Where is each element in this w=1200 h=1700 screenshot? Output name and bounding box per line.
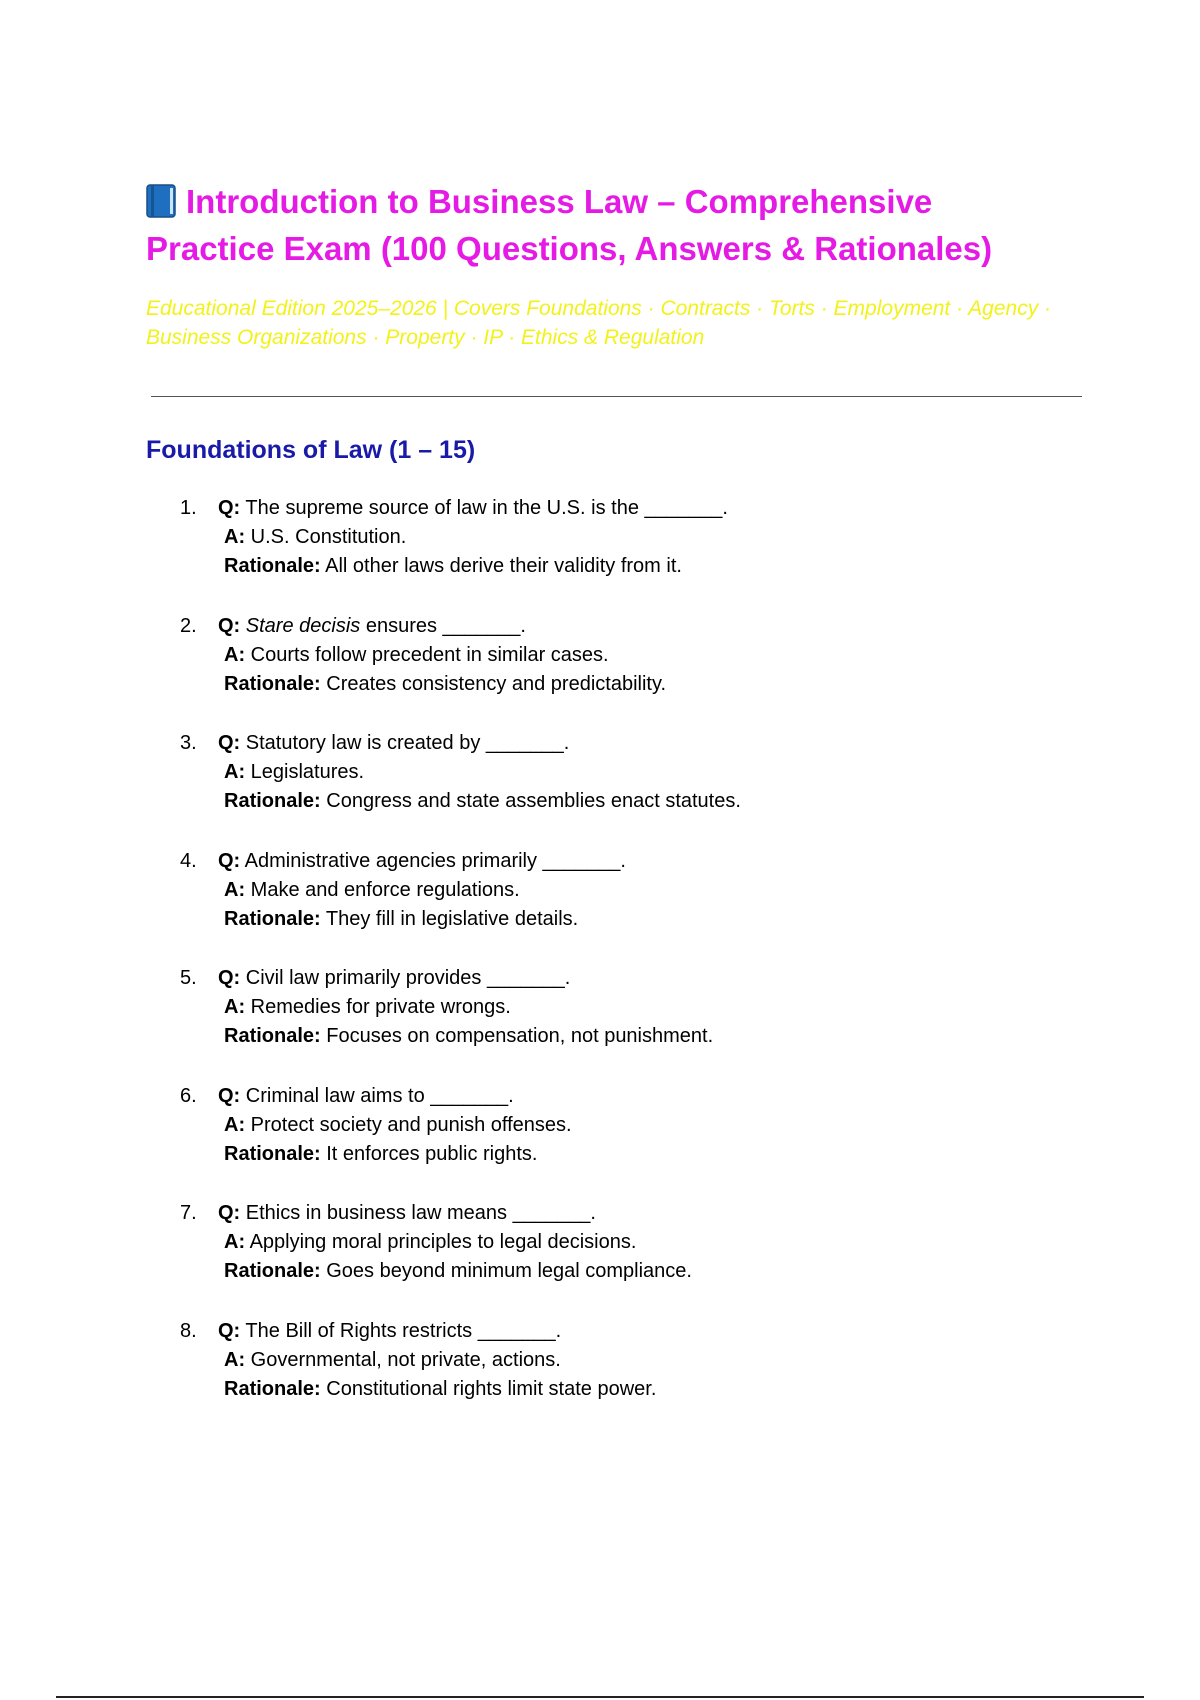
rationale-label: Rationale:	[224, 1025, 321, 1047]
rationale-line	[224, 787, 741, 816]
answer-line	[224, 641, 609, 670]
question-line	[218, 1082, 514, 1111]
question-text-end: ensures _______.	[360, 614, 526, 637]
rationale-line	[224, 905, 578, 934]
question-item	[0, 729, 1200, 847]
question-line	[218, 1199, 596, 1228]
rationale-line	[224, 1257, 692, 1286]
question-line	[218, 494, 728, 523]
question-item	[0, 612, 1200, 730]
answer-label: A:	[224, 1231, 246, 1253]
question-number: 3.	[180, 732, 197, 754]
answer-line	[224, 876, 520, 905]
question-number: 5.	[180, 967, 197, 989]
answer-text: Protect society and punish offenses.	[250, 1113, 572, 1136]
question-item	[0, 847, 1200, 965]
rationale-text: All other laws derive their validity from it.	[325, 555, 682, 577]
document-title-text: Introduction to Business Law – Comprehensive Practice Exam (100 Questions, Answers & Rationales)	[146, 183, 993, 267]
question-line	[218, 729, 569, 758]
question-text-start: The Bill of Rights restricts _______.	[245, 1319, 562, 1342]
horizontal-divider	[151, 396, 1082, 397]
rationale-label: Rationale:	[224, 1142, 321, 1165]
page-footer-rule	[56, 1696, 1144, 1698]
question-number: 4.	[180, 849, 197, 872]
question-list	[0, 494, 1200, 1434]
rationale-label: Rationale:	[224, 1260, 321, 1282]
question-line	[218, 612, 526, 641]
answer-text: Courts follow precedent in similar cases.	[250, 643, 609, 666]
rationale-label: Rationale:	[224, 672, 321, 695]
rationale-text: Congress and state assemblies enact statutes.	[326, 790, 741, 812]
answer-label: A:	[224, 1348, 246, 1371]
document-subtitle: Educational Edition 2025–2026 | Covers Foundations · Contracts · Torts · Employment · Agency · Business Organizations · Property · IP · Ethics & Regulation	[146, 297, 1052, 349]
rationale-label: Rationale:	[224, 1377, 321, 1400]
book-icon	[146, 184, 176, 218]
question-text-start: Criminal law aims to _______.	[245, 1084, 514, 1107]
question-text-start: The supreme source of law in the U.S. is the _______.	[245, 497, 728, 519]
rationale-line	[224, 1140, 537, 1169]
answer-line	[224, 1111, 572, 1140]
answer-text: Make and enforce regulations.	[250, 878, 520, 901]
answer-text: Remedies for private wrongs.	[250, 996, 511, 1018]
question-item	[0, 1199, 1200, 1317]
question-number: 1.	[180, 497, 197, 519]
question-item	[0, 964, 1200, 1082]
question-label: Q:	[218, 1202, 241, 1224]
rationale-line	[224, 1375, 656, 1404]
answer-label: A:	[224, 1113, 246, 1136]
section-heading: Foundations of Law (1 – 15)	[146, 436, 476, 464]
question-item	[0, 1317, 1200, 1435]
question-number: 6.	[180, 1084, 197, 1107]
answer-text: Applying moral principles to legal decisions.	[249, 1231, 637, 1253]
rationale-label: Rationale:	[224, 907, 321, 930]
question-number: 2.	[180, 614, 197, 637]
question-number: 7.	[180, 1202, 197, 1224]
rationale-line	[224, 670, 666, 699]
rationale-text: It enforces public rights.	[326, 1142, 538, 1165]
question-label: Q:	[218, 1084, 241, 1107]
answer-line	[224, 523, 406, 552]
rationale-label: Rationale:	[224, 555, 321, 577]
question-text-start: Statutory law is created by _______.	[245, 732, 570, 754]
question-label: Q:	[218, 967, 241, 989]
question-text-emphasis: Stare decisis	[245, 614, 361, 637]
rationale-text: Focuses on compensation, not punishment.	[326, 1025, 714, 1047]
answer-line	[224, 993, 511, 1022]
rationale-text: Creates consistency and predictability.	[326, 672, 667, 695]
answer-label: A:	[224, 878, 246, 901]
answer-line	[224, 1228, 636, 1257]
question-text-start: Administrative agencies primarily _______.	[244, 849, 626, 872]
answer-label: A:	[224, 526, 246, 548]
question-label: Q:	[218, 614, 241, 637]
answer-text: U.S. Constitution.	[250, 526, 407, 548]
rationale-line	[224, 1022, 713, 1051]
question-text-start: Civil law primarily provides _______.	[245, 967, 571, 989]
rationale-label: Rationale:	[224, 790, 321, 812]
question-line	[218, 964, 570, 993]
question-label: Q:	[218, 732, 241, 754]
answer-label: A:	[224, 996, 246, 1018]
answer-label: A:	[224, 761, 246, 783]
answer-text: Legislatures.	[250, 761, 365, 783]
question-line	[218, 847, 626, 876]
question-text-start: Ethics in business law means _______.	[245, 1202, 596, 1224]
answer-text: Governmental, not private, actions.	[250, 1348, 561, 1371]
rationale-line	[224, 552, 682, 581]
answer-line	[224, 1346, 561, 1375]
answer-line	[224, 758, 364, 787]
question-label: Q:	[218, 497, 241, 519]
rationale-text: Constitutional rights limit state power.	[326, 1377, 657, 1400]
question-line	[218, 1317, 561, 1346]
rationale-text: They fill in legislative details.	[325, 907, 579, 930]
answer-label: A:	[224, 643, 246, 666]
question-label: Q:	[218, 849, 241, 872]
question-item	[0, 1082, 1200, 1200]
question-label: Q:	[218, 1319, 241, 1342]
rationale-text: Goes beyond minimum legal compliance.	[326, 1260, 692, 1282]
question-item	[0, 494, 1200, 612]
document-title	[146, 178, 1066, 272]
question-number: 8.	[180, 1319, 197, 1342]
